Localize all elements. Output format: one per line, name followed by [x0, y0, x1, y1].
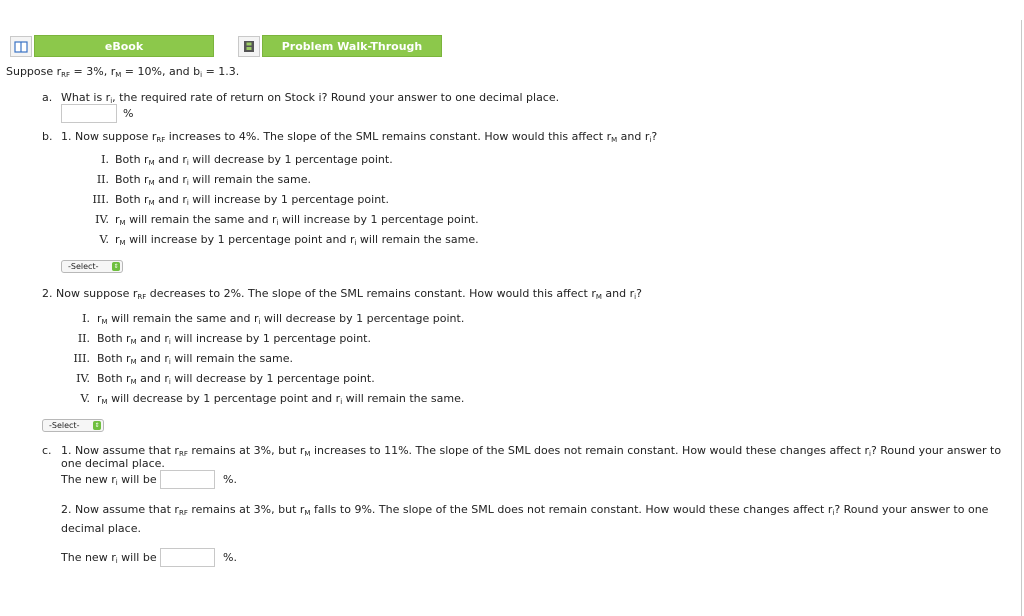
b1-option-5: $r_M$ will increase by 1 percentage point and $r_i$ will remain the same.	[115, 233, 479, 247]
b2-option-4: Both $r_M$ and $r_i$ will decrease by 1 percentage point.	[97, 372, 375, 386]
part-c-letter: c.	[42, 444, 52, 457]
b1-option-1: Both $r_M$ and $r_i$ will decrease by 1 percentage point.	[115, 153, 393, 167]
b1-option-3-number: III.	[92, 193, 109, 206]
b2-option-2-number: II.	[77, 332, 90, 345]
b1-option-2: Both $r_M$ and $r_i$ will remain the same.	[115, 173, 311, 187]
right-divider	[1021, 20, 1022, 616]
ebook-icon-button[interactable]	[10, 36, 32, 57]
b1-option-5-number: V.	[99, 233, 109, 246]
ebook-button[interactable]	[34, 35, 214, 57]
b1-answer-select[interactable]	[61, 260, 123, 273]
b1-option-1-number: I.	[101, 153, 109, 166]
part-c2-question-cont: decimal place.	[61, 522, 141, 535]
part-b-letter: b.	[42, 130, 53, 143]
b2-option-5: $r_M$ will decrease by 1 percentage point and $r_i$ will remain the same.	[97, 392, 465, 406]
part-a-answer-input[interactable]	[61, 104, 117, 123]
part-a-unit: %	[123, 107, 134, 120]
problem-walkthrough-button[interactable]	[262, 35, 442, 57]
b1-option-2-number: II.	[96, 173, 109, 186]
walkthrough-label: Problem Walk-Through	[281, 39, 423, 53]
film-icon	[243, 40, 255, 53]
c2-new-ri-label: The new $r_i$ will be	[61, 551, 157, 565]
part-a-question: What is $r_i$, the required rate of return on Stock i? Round your answer to one decimal place.	[61, 91, 560, 105]
b2-option-3-number: III.	[73, 352, 90, 365]
b2-option-1: $r_M$ will remain the same and $r_i$ will decrease by 1 percentage point.	[97, 312, 465, 326]
b2-option-2: Both $r_M$ and $r_i$ will increase by 1 percentage point.	[97, 332, 371, 346]
c1-new-ri-label: The new $r_i$ will be	[61, 473, 157, 487]
c2-unit: %.	[223, 551, 237, 564]
b2-answer-select[interactable]	[42, 419, 104, 432]
part-c1-question-cont: one decimal place.	[61, 457, 165, 470]
part-b2-question: 2. Now suppose $r_{RF}$ decreases to 2%. The slope of the SML remains constant. How would this affect $r_M$ and $r_i$?	[42, 287, 642, 301]
b2-option-4-number: IV.	[76, 372, 90, 385]
b1-option-4-number: IV.	[95, 213, 109, 226]
b2-option-5-number: V.	[80, 392, 90, 405]
book-icon	[14, 41, 28, 53]
ebook-label: eBook	[104, 39, 144, 53]
b1-select-value: -Select-	[68, 262, 99, 271]
b2-option-3: Both $r_M$ and $r_i$ will remain the same.	[97, 352, 293, 366]
c2-answer-input[interactable]	[160, 548, 215, 567]
part-c2-question: 2. Now assume that $r_{RF}$ remains at 3%, but $r_M$ falls to 9%. The slope of the SML does not remain constant. How would these changes affect $r_i$? Round your answer to one	[61, 503, 989, 517]
given-statement: Suppose $r_{RF} = 3\%$, $r_M = 10\%$, and $b_i = 1.3$.	[6, 65, 240, 79]
part-b1-question: 1. Now suppose $r_{RF}$ increases to 4%. The slope of the SML remains constant. How would this affect $r_M$ and $r_i$?	[61, 130, 658, 144]
select-arrows-icon: ⇕	[94, 422, 100, 429]
select-arrows-icon: ⇕	[113, 263, 119, 270]
part-c1-question: 1. Now assume that $r_{RF}$ remains at 3%, but $r_M$ increases to 11%. The slope of the SML does not remain constant. How would these changes affect $r_i$? Round your answer to	[61, 444, 1002, 458]
b2-select-value: -Select-	[49, 421, 80, 430]
b1-option-3: Both $r_M$ and $r_i$ will increase by 1 percentage point.	[115, 193, 389, 207]
c1-unit: %.	[223, 473, 237, 486]
part-a-letter: a.	[42, 91, 53, 104]
b2-option-1-number: I.	[82, 312, 90, 325]
walkthrough-icon-button[interactable]	[238, 36, 260, 57]
b1-option-4: $r_M$ will remain the same and $r_i$ will increase by 1 percentage point.	[115, 213, 479, 227]
c1-answer-input[interactable]	[160, 470, 215, 489]
